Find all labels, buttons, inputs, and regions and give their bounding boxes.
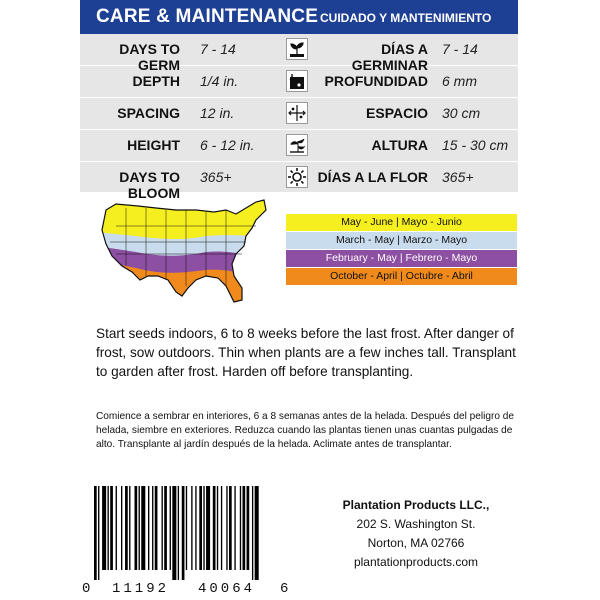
barcode-bar	[172, 486, 176, 580]
barcode-bar	[255, 486, 259, 580]
seed-packet-back	[80, 0, 518, 600]
instructions-en: Start seeds indoors, 6 to 8 weeks before the last frost. After danger of frost, sow outdoors. Thin when plants are a few inches tall. Transplant to garden after frost. Harden off before transplanting.	[96, 326, 516, 379]
instructions-es: Comience a sembrar en interiores, 6 a 8 semanas antes de la helada. Después del peligro de helada, siembre en exteriores. Reduzca cuando las plantas tienen unas cuantas pulgadas de alto. Transplante al jardín después de la helada. Aclimate antes de transplantar.	[96, 411, 515, 450]
barcode-bar	[152, 486, 153, 570]
spec-row-bloom	[80, 162, 518, 201]
spec-value-es: 365+	[442, 169, 474, 185]
spec-label-en: SPACING	[117, 105, 180, 121]
spec-label-es: ALTURA	[371, 137, 428, 153]
barcode-bar	[141, 486, 145, 570]
spec-value-en: 1/4 in.	[200, 73, 239, 89]
barcode-bar	[195, 486, 196, 570]
barcode-bar	[110, 486, 113, 570]
company-info	[316, 496, 516, 572]
barcode-bar	[247, 486, 250, 570]
sun-icon	[286, 166, 308, 188]
spec-table	[80, 34, 518, 201]
spec-label-en: DAYS TO GERM	[119, 41, 180, 73]
spec-value-es: 7 - 14	[442, 41, 478, 57]
spec-row-spacing	[80, 98, 518, 130]
spec-value-en: 12 in.	[200, 105, 235, 121]
title-es: CUIDADO Y MANTENIMIENTO	[320, 11, 492, 25]
barcode-bar	[206, 486, 210, 570]
barcode-bar	[217, 486, 218, 570]
barcode-bar	[199, 486, 202, 570]
barcode-bar	[108, 486, 109, 570]
spec-row-height	[80, 130, 518, 162]
depth-icon	[286, 70, 308, 92]
legend-row-may-june: May - June | Mayo - Junio	[286, 214, 517, 232]
legend-row-february-may: February - May | Febrero - Mayo	[286, 250, 517, 268]
spec-label-es: DÍAS A GERMINAR	[351, 41, 428, 73]
spec-label-es: DÍAS A LA FLOR	[317, 169, 428, 185]
planting-legend	[286, 214, 517, 286]
barcode-bar	[125, 486, 128, 570]
barcode-bar	[164, 486, 167, 570]
upc-first-digit: 0	[82, 581, 91, 597]
barcode-bar	[243, 486, 246, 570]
barcode-bar	[229, 486, 232, 570]
barcode-bar	[221, 486, 222, 570]
upc-right-group: 40064	[198, 581, 256, 597]
spec-label-en: DAYS TO BLOOM	[119, 169, 180, 201]
barcode-bar	[203, 486, 204, 570]
seedling-icon	[286, 38, 308, 60]
barcode-bar	[98, 486, 99, 580]
spec-label-es: ESPACIO	[366, 105, 428, 121]
company-street: 202 S. Washington St.	[356, 517, 476, 531]
title-en: CARE & MAINTENANCE	[96, 6, 319, 27]
height-icon	[286, 134, 308, 156]
spec-label-en: DEPTH	[132, 73, 180, 89]
spec-label-en: HEIGHT	[127, 137, 180, 153]
barcode-bar	[162, 486, 163, 570]
barcode-bar	[178, 486, 179, 580]
barcode-bar	[94, 486, 97, 580]
spec-value-es: 6 mm	[442, 73, 477, 89]
us-planting-zone-map	[96, 196, 276, 311]
barcode-bar	[191, 486, 192, 570]
barcode-bar	[121, 486, 122, 570]
barcode-bar	[155, 486, 158, 570]
company-name: Plantation Products LLC.,	[342, 498, 490, 512]
upc-left-group: 11192	[112, 581, 170, 597]
barcode-bar	[240, 486, 241, 570]
barcode-bar	[213, 486, 216, 570]
barcode-bar	[129, 486, 130, 570]
barcode-bar	[186, 486, 187, 570]
spec-row-germ	[80, 34, 518, 73]
spec-row-depth	[80, 66, 518, 98]
upc-barcode	[80, 486, 286, 580]
barcode-bar	[102, 486, 106, 570]
spacing-icon	[286, 102, 308, 124]
barcode-bar	[182, 486, 185, 580]
legend-row-march-may: March - May | Marzo - Mayo	[286, 232, 517, 250]
spec-value-es: 15 - 30 cm	[442, 137, 509, 153]
spec-value-en: 365+	[200, 169, 232, 185]
company-city: Norton, MA 02766	[367, 536, 465, 550]
legend-row-october-april: October - April | Octubre - Abril	[286, 268, 517, 286]
spec-value-en: 6 - 12 in.	[200, 137, 255, 153]
company-website: plantationproducts.com	[353, 555, 479, 569]
care-header	[80, 0, 518, 34]
spec-label-es: PROFUNDIDAD	[324, 73, 428, 89]
barcode-bar	[135, 486, 138, 570]
barcode-bar	[139, 486, 140, 570]
barcode-bar	[226, 486, 227, 570]
barcode-bar	[252, 486, 253, 580]
barcode-bar	[170, 486, 171, 570]
barcode-bar	[116, 486, 117, 570]
barcode-bar	[148, 486, 149, 570]
barcode-bar	[234, 486, 235, 570]
spec-value-en: 7 - 14	[200, 41, 236, 57]
spec-value-es: 30 cm	[442, 105, 481, 121]
upc-check-digit: 6	[280, 581, 289, 597]
